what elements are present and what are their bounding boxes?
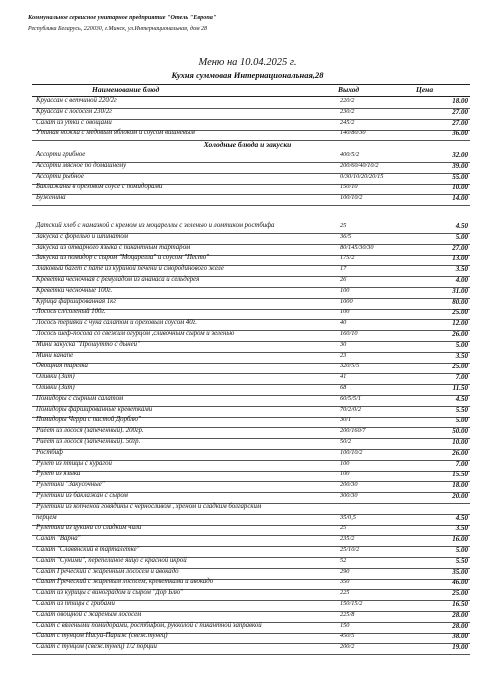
dish-output: 235/2: [340, 535, 355, 543]
dish-name: Круассан с лососем 230/2г: [36, 107, 112, 115]
dish-name: Мини канапе: [36, 351, 74, 359]
dish-name: Буженина: [36, 194, 66, 202]
dish-output: 100: [340, 470, 350, 478]
dish-name: Оливки (Зит): [36, 384, 75, 391]
dish-name: Утиная ножка с медовым яблоком и соусом вишневым: [36, 129, 195, 137]
section-title: Холодные блюда и закуски: [203, 140, 292, 150]
dish-output: 68: [340, 384, 347, 391]
dish-output: 60/5/5/1: [340, 394, 361, 402]
dish-name: Баклажаны в ореховом соусе с помидорами: [36, 183, 163, 191]
dish-output: 100: [340, 308, 350, 316]
dish-output: 140/80/30: [340, 129, 366, 137]
dish-name: Салат "Варна": [36, 535, 81, 543]
dish-name: Рулет из языка: [36, 470, 81, 478]
column-header-name: Наименование блюд: [92, 85, 160, 94]
dish-price: 4.50: [455, 394, 468, 403]
dish-price: 18.00: [452, 97, 468, 105]
org-name: Коммунальное сервисное унитарное предприятие "Отель "Европа": [28, 14, 217, 21]
dish-price: 12.00: [452, 319, 468, 328]
dish-name: Злаковый багет с пате из куриной печени и смородинового желе: [36, 265, 224, 273]
dish-name: Риёет из лосося (запеченный). 50гр.: [36, 438, 141, 445]
dish-name: Рулетики "Закусочные": [36, 481, 105, 489]
dish-name: Ростбиф: [36, 448, 63, 456]
dish-price: 46.00: [452, 578, 468, 587]
dish-output: 350: [340, 578, 350, 586]
dish-output: 225/8: [340, 610, 355, 618]
dish-name: Рулет из птицы с курагой: [36, 459, 112, 467]
dish-price: 3.50: [455, 265, 468, 274]
table-row: [32, 643, 470, 655]
dish-name: Рулетики из копченой говядины с черносливом , хреном и сладким болгарским: [36, 502, 262, 510]
table-row: [32, 194, 470, 206]
dish-price: 14.00: [452, 194, 468, 203]
dish-price: 25.00: [452, 308, 468, 317]
dish-output: 70/2/0/2: [340, 405, 361, 413]
dish-price: 39.00: [452, 161, 468, 170]
dish-name: Ассорти рыбное: [36, 172, 84, 180]
dish-price: 5.50: [455, 405, 468, 414]
dish-name: Риёет из лосося (запеченный). 200гр.: [36, 427, 144, 435]
dish-price: 5.50: [455, 556, 468, 565]
dish-output: 160/10: [340, 330, 358, 337]
dish-name: Салат с тунцом Нисуа-Париж (свеж.тунец): [36, 632, 168, 640]
dish-name: перцем: [36, 513, 57, 521]
dish-output: 26: [340, 276, 347, 283]
dish-name: Помидоры Черри с пастой Дорблю": [36, 416, 141, 424]
dish-name: Ассорти мясное по домашнему: [36, 161, 127, 169]
dish-price: 18.00: [452, 481, 468, 490]
dish-output: 200/30: [340, 481, 358, 489]
dish-name: Салат из курицы с виноградом и сыром "Дор Блю": [36, 589, 183, 597]
dish-price: 10.00: [452, 183, 468, 192]
dish-name: Салат "Суними", перепелиное яйцо с красной икрой: [36, 556, 187, 564]
dish-output: 23: [340, 351, 347, 359]
dish-output: 0/30/10/20/20/15: [340, 172, 384, 180]
dish-name: Салат "Славянский в тарталетке": [36, 546, 140, 553]
dish-price: 35.00: [452, 567, 468, 576]
column-header-price: Цена: [416, 85, 434, 94]
dish-price: 20.00: [452, 492, 468, 500]
dish-output: 200/2: [340, 643, 355, 651]
dish-name: Лосось шеф-посола со свежим огурцом ,сливочным сыром и зеленью: [36, 330, 235, 337]
dish-output: 100: [340, 459, 350, 467]
dish-name: Лосось сл/соленый 100г.: [36, 308, 106, 316]
dish-output: 40: [340, 319, 347, 327]
dish-price: 36.00: [452, 129, 468, 138]
dish-output: 35/0,5: [340, 513, 356, 521]
dish-output: 245/2: [340, 118, 355, 126]
dish-output: 230/2: [340, 107, 355, 115]
dish-output: 50/2: [340, 438, 352, 445]
dish-price: 32.00: [452, 151, 468, 159]
menu-title: Меню на 10.04.2025 г.: [198, 57, 297, 68]
dish-name: Закуска из отварного языка с пикантным тартаром: [36, 243, 191, 251]
dish-name: Салат Греческий с жаренным лососем и авокадо: [36, 567, 179, 575]
dish-output: 150/15/2: [340, 600, 363, 607]
column-header-output: Выход: [338, 85, 360, 94]
dish-output: 100/10/2: [340, 194, 363, 202]
dish-output: 200/60/40/10/2: [340, 161, 379, 169]
dish-name: Салат Греческий с жареным лососем, креветками и авокадо: [36, 578, 214, 586]
dish-name: Рулетики из баклажан с сыром: [36, 492, 128, 499]
dish-price: 25.00: [452, 589, 468, 598]
dish-price: 26.00: [452, 330, 468, 338]
dish-price: 80.00: [452, 297, 468, 306]
dish-output: 80/145/30/30: [340, 243, 374, 251]
dish-price: 10.00: [452, 438, 468, 446]
dish-price: 55.00: [452, 172, 468, 181]
dish-name: Мини закуска "Прошутто с дыней": [36, 340, 140, 348]
dish-price: 27.00: [452, 118, 468, 127]
dish-price: 5.00: [455, 340, 468, 349]
dish-price: 5.00: [455, 416, 468, 425]
dish-price: 31.00: [452, 286, 468, 295]
dish-price: 28.00: [452, 621, 468, 630]
dish-name: Курица фаршированная 1кг: [36, 297, 117, 305]
dish-price: 38.00: [452, 632, 468, 641]
dish-output: 100/10/2: [340, 448, 363, 456]
dish-price: 28.00: [452, 610, 468, 619]
dish-price: 3.50: [455, 524, 468, 533]
dish-name: Креветка чесночная с ремуладом из ананаса и сельдерея: [36, 276, 200, 283]
dish-output: 150/10: [340, 183, 358, 191]
dish-name: Датский хлеб с намазкой с кремом из моцареллы с зеленью и ломтиком ростбифа: [36, 222, 275, 229]
dish-output: 36/5: [340, 232, 352, 240]
dish-output: 200/160/7: [340, 427, 366, 435]
dish-price: 5.00: [455, 232, 468, 241]
dish-price: 4.50: [455, 222, 468, 230]
dish-output: 220/2: [340, 97, 355, 104]
dish-price: 4.50: [455, 513, 468, 522]
dish-output: 100: [340, 286, 350, 294]
dish-price: 7.00: [455, 459, 468, 468]
dish-price: 3.50: [455, 351, 468, 360]
dish-price: 4.00: [455, 276, 468, 284]
dish-name: Лосось терияки с чука салатом и ореховым соусом 40г.: [36, 319, 197, 327]
dish-output: 17: [340, 265, 347, 273]
dish-name: Закуска с форелью и шпинатом: [36, 232, 128, 240]
dish-price: 15.50: [452, 470, 468, 479]
dish-price: 26.00: [452, 448, 468, 457]
dish-output: 30/1: [340, 416, 352, 424]
dish-output: 25: [340, 524, 347, 532]
dish-output: 225: [340, 589, 350, 597]
dish-output: 400/5/2: [340, 151, 360, 158]
dish-price: 13.00: [452, 254, 468, 263]
dish-name: Помидоры с сырным салатом: [36, 394, 124, 402]
dish-output: 41: [340, 373, 347, 381]
kitchen-name: Кухня суммовая Интернациональная,28: [171, 70, 324, 80]
dish-name: Салат из птицы с грибами: [36, 600, 115, 607]
dish-name: Салат с вялеными помидорами, ростбифом, рукколой с пикантной заправкой: [36, 621, 262, 629]
dish-output: 30: [340, 340, 347, 348]
dish-name: Оливки (Зит): [36, 373, 75, 381]
dish-price: 27.00: [452, 243, 468, 252]
dish-name: Салат с тунцом (свеж.тунец) 1/2 порции: [36, 643, 157, 651]
dish-output: 175/2: [340, 254, 355, 262]
dish-output: 150: [340, 621, 350, 629]
dish-name: Креветки чесночные 100г.: [36, 286, 113, 294]
dish-price: 5.00: [455, 546, 468, 554]
dish-output: 450/5: [340, 632, 355, 640]
dish-output: 25/10/2: [340, 546, 360, 553]
dish-output: 320/5/5: [340, 362, 360, 370]
dish-output: 290: [340, 567, 350, 575]
dish-price: 25.00: [452, 362, 468, 371]
dish-price: 16.00: [452, 535, 468, 544]
dish-price: 16.50: [452, 600, 468, 608]
dish-output: 25: [340, 222, 347, 229]
dish-name: Салат овощной с жареным лососем: [36, 610, 142, 618]
dish-price: 11.50: [452, 384, 468, 392]
dish-price: 19.00: [452, 643, 468, 652]
dish-price: 27.00: [452, 107, 468, 116]
dish-name: Помидоры фаршированные креветками: [36, 405, 153, 413]
dish-output: 300/30: [340, 492, 358, 499]
dish-name: Круассан с ветчиной 220/2г: [36, 97, 117, 104]
dish-output: 52: [340, 556, 347, 564]
dish-name: Закуска из помидор с сыром "Моцарелла" и соусом "Песто": [36, 254, 209, 262]
dish-price: 7.00: [455, 373, 468, 382]
org-address: Республика Беларусь, 220030, г.Минск, ул.Интернациональная, дом 28: [28, 26, 208, 32]
dish-name: Салат из утки с овощами: [36, 118, 112, 126]
dish-name: Овощная тарелка: [36, 362, 88, 370]
dish-name: Рулетики из цукини со сладким чили: [36, 524, 142, 532]
dish-output: 1000: [340, 297, 353, 305]
dish-name: Ассорти грибное: [36, 151, 86, 158]
dish-price: 50.00: [452, 427, 468, 436]
